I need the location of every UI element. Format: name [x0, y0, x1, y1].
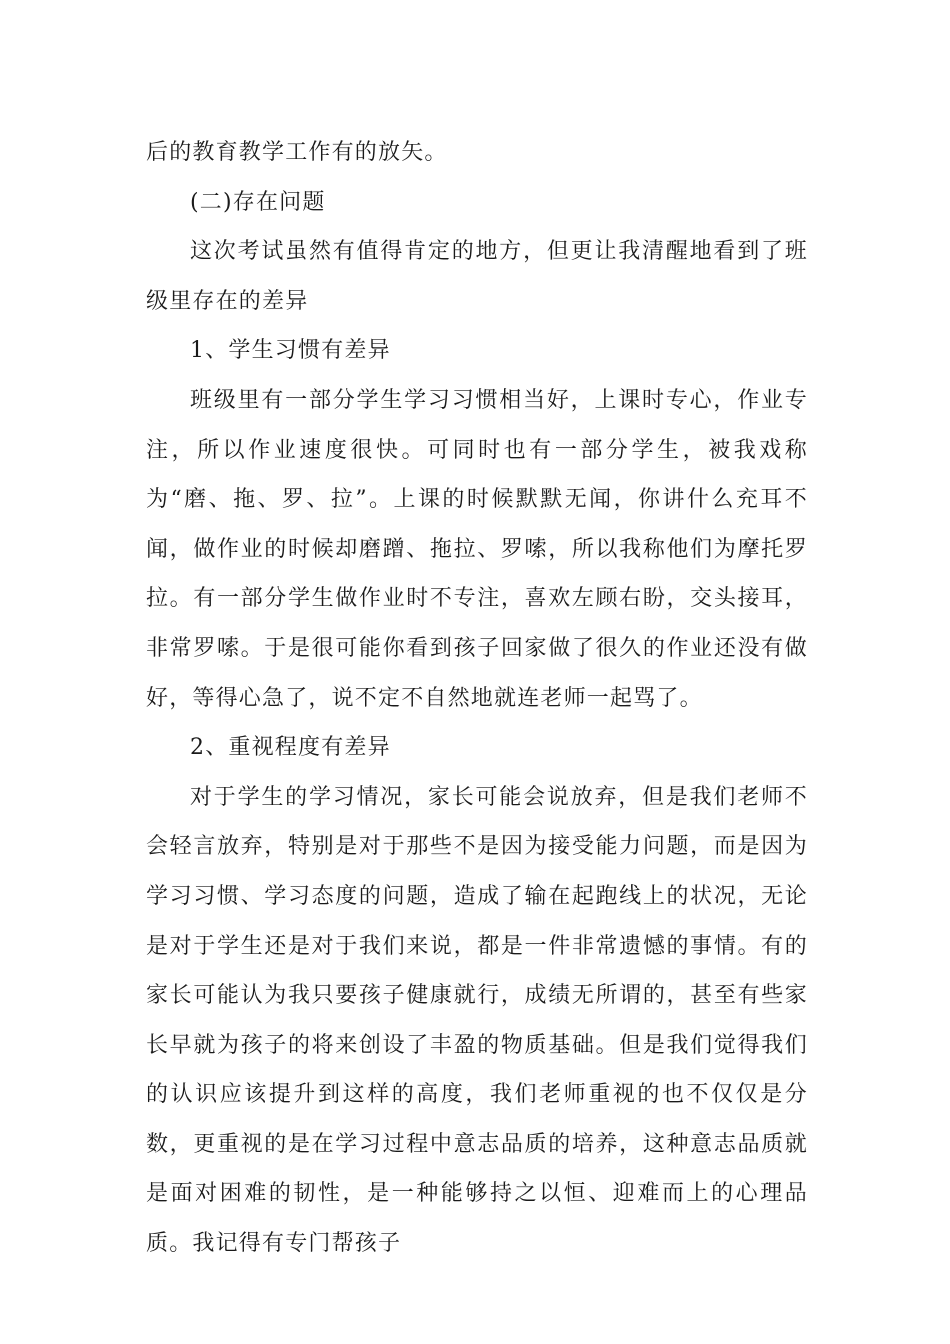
section-heading-problems: (二)存在问题	[190, 189, 326, 215]
paragraph-continuation: 后的教育教学工作有的放矢。	[146, 140, 448, 165]
subheading-habits: 1、学生习惯有差异	[190, 338, 391, 364]
paragraph-habits: 班级里有一部分学生学习习惯相当好，上课时专心，作业专注，所以作业速度很快。可同时也有一部分学生，被我戏称为“磨、拖、罗、拉”。上课的时候默默无闻，你讲什么充耳不闻，做作业的时候却磨蹭、拖拉、罗嗦，所以我称他们为摩托罗拉。有一部分学生做作业时不专注，喜欢左顾右盼，交头接耳，非常罗嗦。于是很可能你看到孩子回家做了很久的作业还没有做好，等得心急了，说不定不自然地就连老师一起骂了。	[146, 387, 808, 711]
subheading-attention: 2、重视程度有差异	[190, 735, 391, 761]
paragraph-attention: 对于学生的学习情况，家长可能会说放弃，但是我们老师不会轻言放弃，特别是对于那些不是因为接受能力问题，而是因为学习习惯、学习态度的问题，造成了输在起跑线上的状况，无论是对于学生还是对于我们来说，都是一件非常遗憾的事情。有的家长可能认为我只要孩子健康就行，成绩无所谓的，甚至有些家长早就为孩子的将来创设了丰盈的物质基础。但是我们觉得我们的认识应该提升到这样的高度，我们老师重视的也不仅仅是分数，更重视的是在学习过程中意志品质的培养，这种意志品质就是面对困难的韧性，是一种能够持之以恒、迎难而上的心理品质。我记得有专门帮孩子	[146, 784, 808, 1257]
document-body	[146, 128, 808, 1269]
paragraph-intro: 这次考试虽然有值得肯定的地方，但更让我清醒地看到了班级里存在的差异	[146, 239, 808, 314]
